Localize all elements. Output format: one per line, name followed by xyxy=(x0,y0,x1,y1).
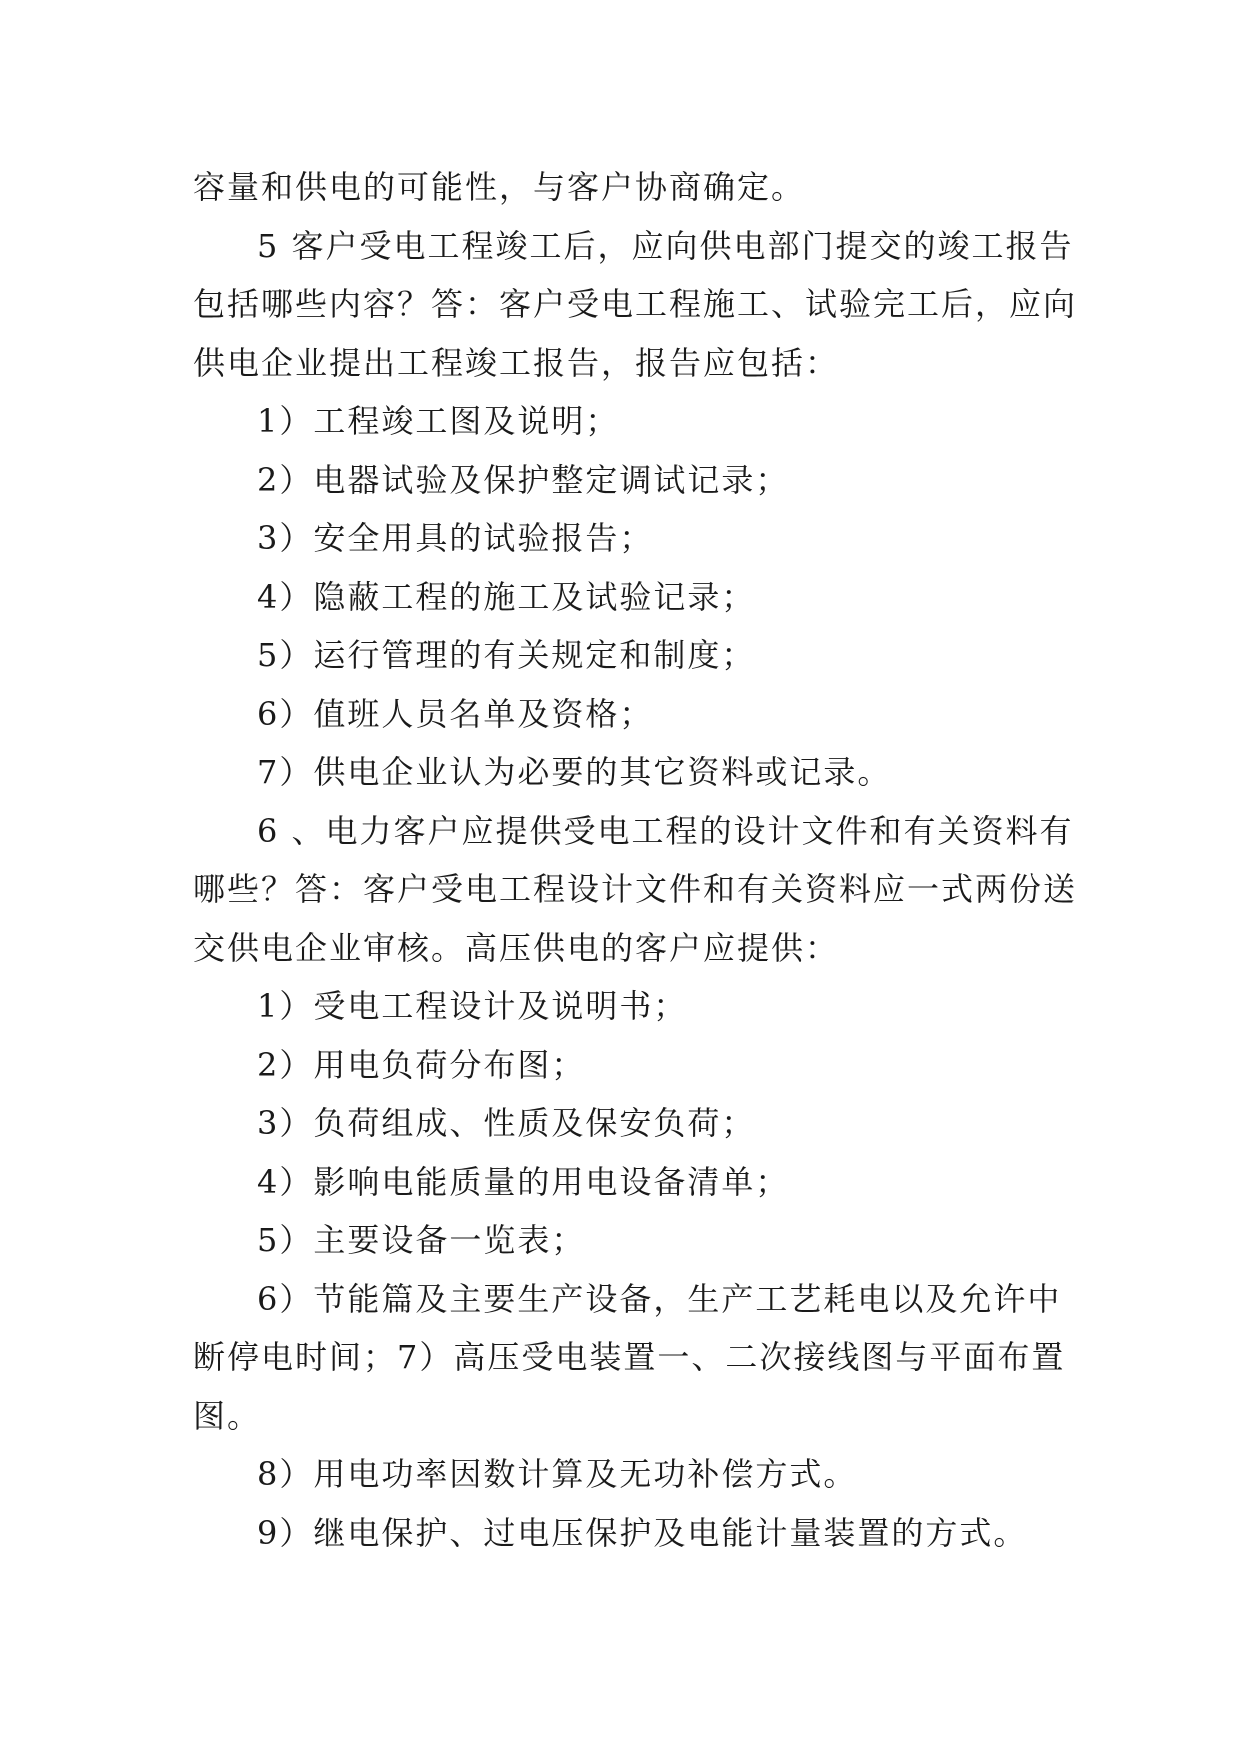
text-line: 2）用电负荷分布图； xyxy=(257,1045,586,1084)
text-line: 交供电企业审核。高压供电的客户应提供： xyxy=(193,928,840,967)
text-line: 4）影响电能质量的用电设备清单； xyxy=(257,1162,790,1201)
text-line: 5）主要设备一览表； xyxy=(257,1221,586,1259)
text-line: 5）运行管理的有关规定和制度； xyxy=(257,636,756,674)
text-line: 容量和供电的可能性，与客户协商确定。 xyxy=(193,168,806,206)
text-line: 1）受电工程设计及说明书； xyxy=(257,987,688,1025)
body-text xyxy=(193,158,1078,1562)
text-line: 7）供电企业认为必要的其它资料或记录。 xyxy=(257,753,892,791)
text-line: 2）电器试验及保护整定调试记录； xyxy=(257,460,790,499)
text-line: 图。 xyxy=(193,1396,262,1435)
text-line: 6）节能篇及主要生产设备，生产工艺耗电以及允许中 xyxy=(257,1279,1062,1318)
text-line: 1）工程竣工图及说明； xyxy=(257,402,620,440)
text-line: 6）值班人员名单及资格； xyxy=(257,694,654,733)
text-line: 5 客户受电工程竣工后，应向供电部门提交的竣工报告 xyxy=(257,226,1074,265)
text-line: 哪些？答：客户受电工程设计文件和有关资料应一式两份送 xyxy=(193,870,1078,908)
text-line: 4）隐蔽工程的施工及试验记录； xyxy=(257,577,756,616)
text-line: 包括哪些内容？答：客户受电工程施工、试验完工后，应向 xyxy=(193,285,1078,323)
text-line: 断停电时间；7）高压受电装置一、二次接线图与平面布置 xyxy=(193,1338,1066,1376)
text-line: 9）继电保护、过电压保护及电能计量装置的方式。 xyxy=(257,1513,1028,1552)
text-line: 6 、电力客户应提供受电工程的设计文件和有关资料有 xyxy=(257,811,1074,850)
text-line: 3）安全用具的试验报告； xyxy=(257,519,654,557)
text-line: 3）负荷组成、性质及保安负荷； xyxy=(257,1104,756,1142)
text-line: 供电企业提出工程竣工报告，报告应包括： xyxy=(193,343,840,382)
text-line: 8）用电功率因数计算及无功补偿方式。 xyxy=(257,1455,858,1493)
